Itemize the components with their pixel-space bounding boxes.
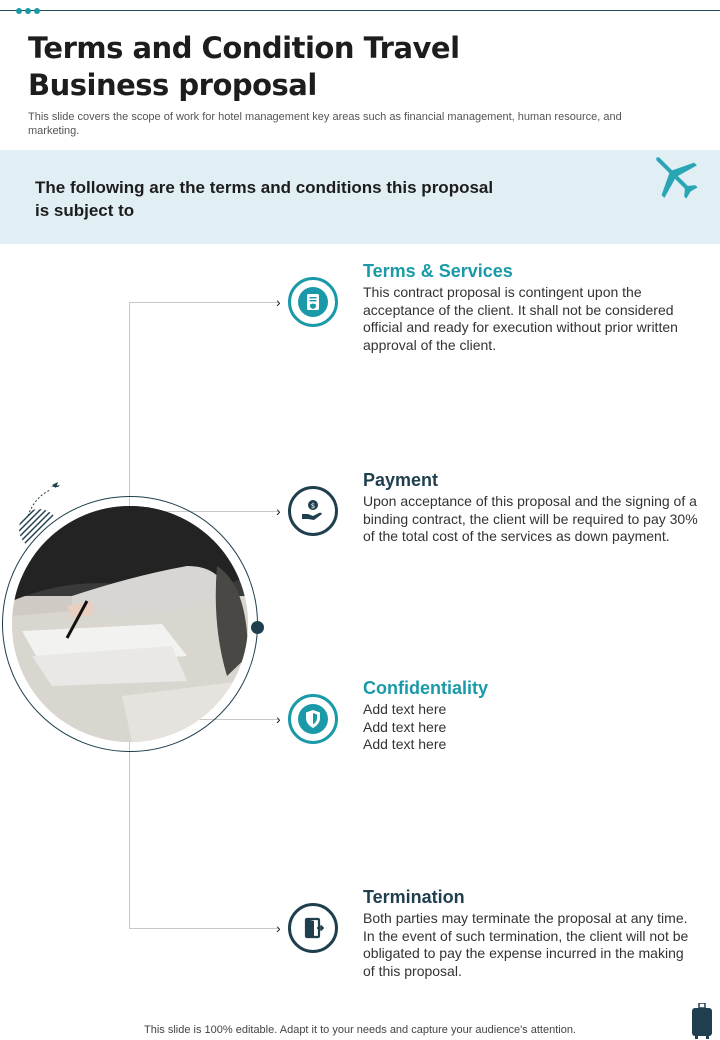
shield-icon <box>304 709 322 729</box>
banner-text: The following are the terms and conditions this proposal is subject to <box>35 178 494 220</box>
page-subtitle: This slide covers the scope of work for hotel management key areas such as financial management, human resource, and marketing. <box>28 111 622 137</box>
exit-door-icon <box>301 916 325 940</box>
payment-icon-badge <box>288 486 338 536</box>
header-dots <box>16 8 40 14</box>
footer-note: This slide is 100% editable. Adapt it to your needs and capture your audience's attention. <box>144 1024 576 1036</box>
airplane-icon <box>648 148 702 204</box>
chevron-right-icon: › <box>276 711 281 727</box>
terms-icon-badge <box>288 277 338 327</box>
section-body-termination: Both parties may terminate the proposal at any time. In the event of such termination, the client will not be obligated to pay the expense incurred in the making of this proposal. <box>363 910 689 979</box>
termination-icon-badge <box>288 903 338 953</box>
section-body-confidentiality: Add text here Add text here Add text here <box>363 701 447 752</box>
chevron-right-icon: › <box>276 503 281 519</box>
page-title: Terms and Condition Travel Business proposal <box>28 31 460 102</box>
confidentiality-icon-badge <box>288 694 338 744</box>
section-body-terms: This contract proposal is contingent upon the acceptance of the client. It shall not be considered official and ready for execution without prior written approval of the client. <box>363 284 678 353</box>
hand-coin-icon <box>300 498 326 524</box>
chevron-right-icon: › <box>276 920 281 936</box>
connector-4 <box>129 928 279 929</box>
svg-text:$: $ <box>310 502 316 510</box>
connector-1 <box>129 302 279 303</box>
luggage-icon <box>691 1003 713 1039</box>
section-title-terms: Terms & Services <box>363 261 513 281</box>
section-title-termination: Termination <box>363 887 465 907</box>
chevron-right-icon: › <box>276 294 281 310</box>
section-title-confidentiality: Confidentiality <box>363 678 488 698</box>
top-rule <box>0 10 720 11</box>
ring-dot <box>251 621 264 634</box>
section-body-payment: Upon acceptance of this proposal and the signing of a binding contract, the client will be required to pay 30% of the total cost of the services as down payment. <box>363 493 698 544</box>
document-shield-icon <box>305 293 321 311</box>
section-title-payment: Payment <box>363 470 439 490</box>
business-photo <box>12 506 248 742</box>
